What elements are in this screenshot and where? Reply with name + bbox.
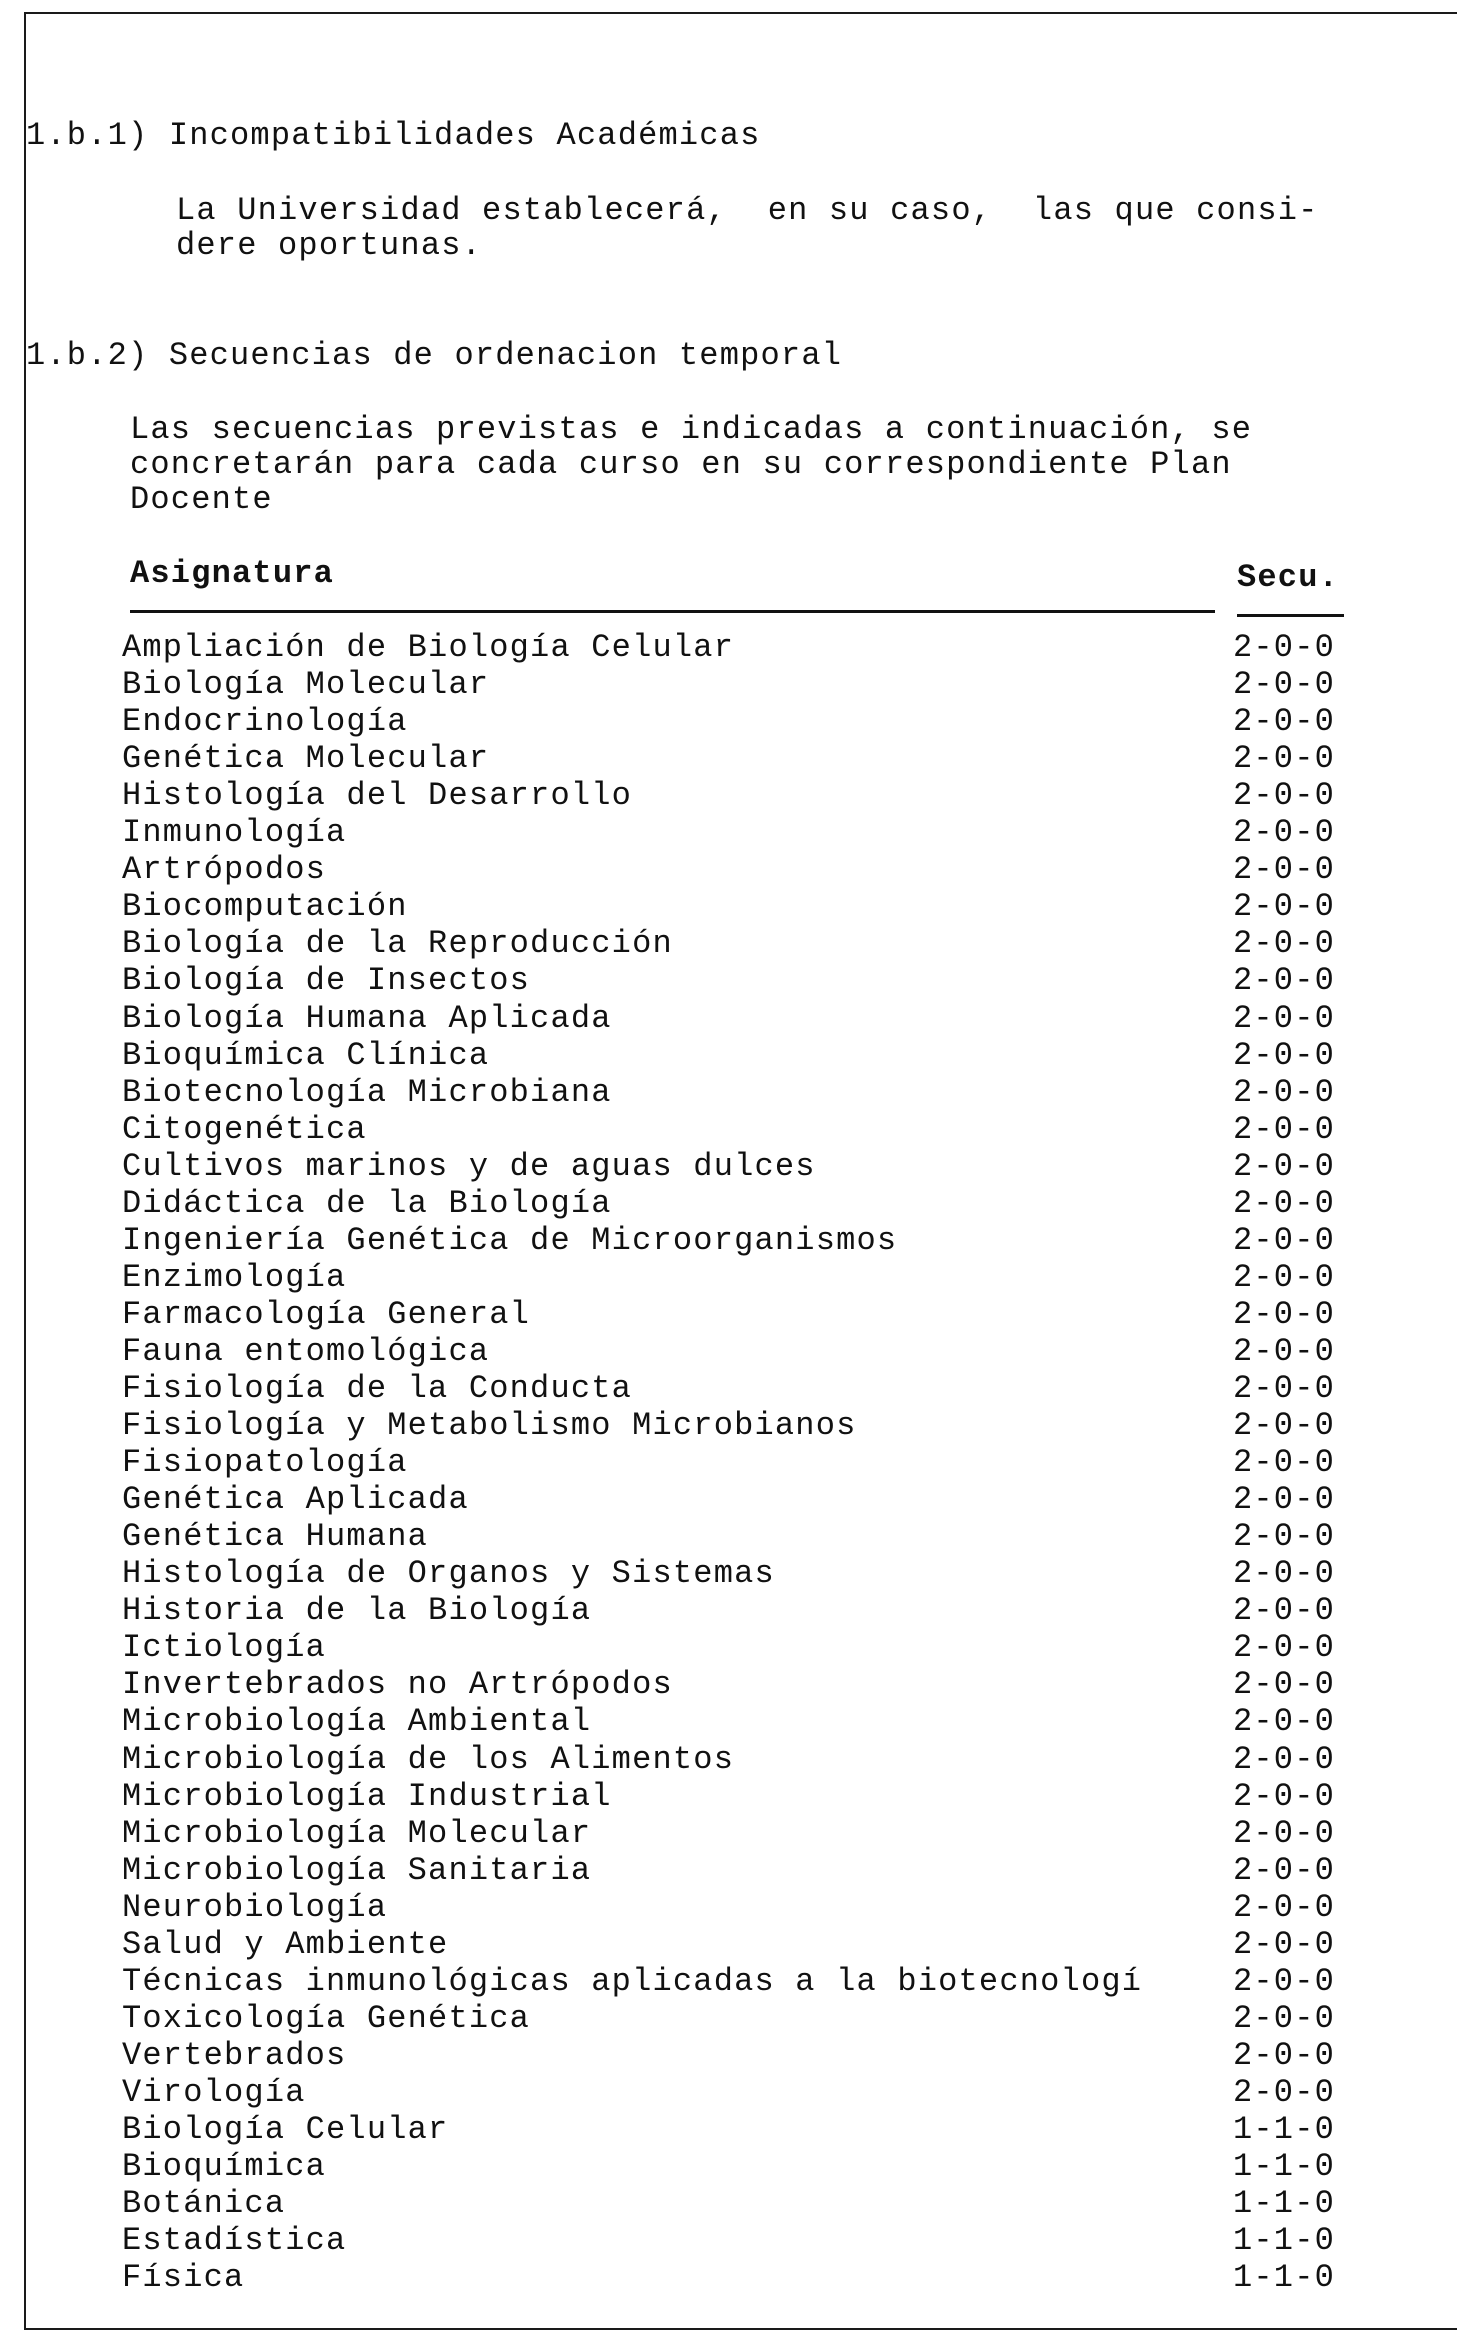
subject-name: Fisiología y Metabolismo Microbianos bbox=[122, 1407, 857, 1445]
subject-name: Invertebrados no Artrópodos bbox=[122, 1666, 673, 1704]
table-row bbox=[122, 1593, 1461, 1630]
subject-name: Citogenética bbox=[122, 1110, 367, 1148]
subject-name: Farmacología General bbox=[122, 1295, 531, 1333]
subject-name: Vertebrados bbox=[122, 2036, 347, 2074]
subject-name: Histología de Organos y Sistemas bbox=[122, 1555, 775, 1593]
table-row bbox=[122, 1371, 1461, 1408]
sequence-value: 2-0-0 bbox=[1233, 1740, 1336, 1778]
subject-name: Fisiología de la Conducta bbox=[122, 1370, 633, 1407]
table-row bbox=[122, 852, 1461, 889]
paragraph-line: dere oportunas. bbox=[176, 227, 483, 264]
paragraph-line: Las secuencias previstas e indicadas a continuación, se bbox=[130, 411, 1253, 448]
table-row bbox=[122, 889, 1461, 926]
subject-name: Bioquímica Clínica bbox=[122, 1036, 490, 1074]
subject-name: Neurobiología bbox=[122, 1888, 388, 1926]
table-row bbox=[122, 2186, 1461, 2223]
sequence-value: 2-0-0 bbox=[1233, 1073, 1336, 1111]
subject-name: Técnicas inmunológicas aplicadas a la biotecnologí bbox=[122, 1962, 1143, 2000]
subject-name: Genética Molecular bbox=[122, 740, 490, 778]
sequence-value: 2-0-0 bbox=[1233, 1666, 1336, 1704]
table-row bbox=[122, 1186, 1461, 1223]
sequence-value: 1-1-0 bbox=[1233, 2185, 1336, 2223]
table-row bbox=[122, 926, 1461, 963]
subject-name: Biología Humana Aplicada bbox=[122, 999, 612, 1037]
header-rule-subject bbox=[130, 610, 1215, 613]
sequence-value: 2-0-0 bbox=[1233, 1777, 1336, 1815]
sequence-value: 2-0-0 bbox=[1233, 1888, 1336, 1926]
subject-name: Cultivos marinos y de aguas dulces bbox=[122, 1147, 816, 1185]
table-row bbox=[122, 1112, 1461, 1149]
table-row bbox=[122, 1149, 1461, 1186]
table-row bbox=[122, 630, 1461, 667]
sequence-value: 2-0-0 bbox=[1233, 1258, 1336, 1296]
subject-name: Ictiología bbox=[122, 1629, 327, 1667]
sequence-value: 2-0-0 bbox=[1233, 1925, 1336, 1963]
subject-name: Toxicología Genética bbox=[122, 1999, 531, 2037]
table-row bbox=[122, 963, 1461, 1000]
table-row bbox=[122, 1964, 1461, 2001]
sequence-value: 2-0-0 bbox=[1233, 1703, 1336, 1741]
sequence-value: 2-0-0 bbox=[1233, 1851, 1336, 1889]
sequence-value: 2-0-0 bbox=[1233, 1481, 1336, 1519]
sequence-value: 1-1-0 bbox=[1233, 2111, 1336, 2148]
subject-name: Biología de Insectos bbox=[122, 962, 531, 1000]
sequence-value: 2-0-0 bbox=[1233, 1370, 1336, 1407]
sequence-value: 2-0-0 bbox=[1233, 1407, 1336, 1445]
table-row bbox=[122, 2001, 1461, 2038]
paragraph-line: Docente bbox=[130, 481, 273, 518]
subject-name: Biología Celular bbox=[122, 2111, 449, 2148]
table-row bbox=[122, 815, 1461, 852]
table-row bbox=[122, 1408, 1461, 1445]
sequence-value: 2-0-0 bbox=[1233, 1592, 1336, 1630]
sequence-value: 2-0-0 bbox=[1233, 1555, 1336, 1593]
sequence-value: 1-1-0 bbox=[1233, 2222, 1336, 2260]
sequence-value: 2-0-0 bbox=[1233, 851, 1336, 889]
subject-name: Microbiología Molecular bbox=[122, 1814, 592, 1852]
subject-name: Salud y Ambiente bbox=[122, 1925, 449, 1963]
paragraph-line: La Universidad establecerá, en su caso, las que consi- bbox=[176, 192, 1319, 229]
subject-name: Enzimología bbox=[122, 1258, 347, 1296]
subject-name: Virología bbox=[122, 2073, 306, 2111]
sequence-value: 2-0-0 bbox=[1233, 1999, 1336, 2037]
subject-name: Endocrinología bbox=[122, 703, 408, 741]
table-row bbox=[122, 741, 1461, 778]
header-rule-seq bbox=[1237, 614, 1344, 617]
sequence-value: 2-0-0 bbox=[1233, 1184, 1336, 1222]
subject-name: Genética Humana bbox=[122, 1518, 429, 1556]
sequence-value: 2-0-0 bbox=[1233, 1110, 1336, 1148]
table-row bbox=[122, 667, 1461, 704]
table-row bbox=[122, 704, 1461, 741]
sequence-value: 2-0-0 bbox=[1233, 1444, 1336, 1482]
subject-name: Estadística bbox=[122, 2222, 347, 2260]
table-row bbox=[122, 1704, 1461, 1741]
table-row bbox=[122, 2223, 1461, 2260]
sequence-value: 2-0-0 bbox=[1233, 999, 1336, 1037]
table-row bbox=[122, 1630, 1461, 1667]
table-row bbox=[122, 1260, 1461, 1297]
sequence-value: 2-0-0 bbox=[1233, 2073, 1336, 2111]
subject-name: Inmunología bbox=[122, 814, 347, 852]
table-row bbox=[122, 1519, 1461, 1556]
table-row bbox=[122, 1075, 1461, 1112]
subject-name: Didáctica de la Biología bbox=[122, 1184, 612, 1222]
sequence-value: 2-0-0 bbox=[1233, 1036, 1336, 1074]
sequence-value: 2-0-0 bbox=[1233, 925, 1336, 963]
table-row bbox=[122, 2149, 1461, 2186]
sequence-value: 1-1-0 bbox=[1233, 2259, 1336, 2297]
table-row bbox=[122, 1927, 1461, 1964]
subject-name: Biología de la Reproducción bbox=[122, 925, 673, 963]
subject-name: Física bbox=[122, 2259, 245, 2297]
subject-name: Artrópodos bbox=[122, 851, 327, 889]
subject-name: Biocomputación bbox=[122, 888, 408, 926]
table-row bbox=[122, 1334, 1461, 1371]
table-row bbox=[122, 1482, 1461, 1519]
sequence-value: 2-0-0 bbox=[1233, 666, 1336, 704]
subject-table bbox=[122, 629, 1461, 2297]
sequence-value: 2-0-0 bbox=[1233, 1629, 1336, 1667]
sequence-value: 2-0-0 bbox=[1233, 888, 1336, 926]
sequence-value: 2-0-0 bbox=[1233, 1221, 1336, 1259]
sequence-value: 2-0-0 bbox=[1233, 777, 1336, 815]
subject-name: Microbiología de los Alimentos bbox=[122, 1740, 735, 1778]
paragraph-line: concretarán para cada curso en su correspondiente Plan bbox=[130, 446, 1232, 483]
sequence-value: 2-0-0 bbox=[1233, 1147, 1336, 1185]
table-row bbox=[122, 1297, 1461, 1334]
heading-incompatibilidades: 1.b.1) Incompatibilidades Académicas bbox=[26, 117, 761, 154]
table-row bbox=[122, 1445, 1461, 1482]
sequence-value: 2-0-0 bbox=[1233, 962, 1336, 1000]
column-header-secuencia: Secu. bbox=[1237, 559, 1340, 596]
sequence-value: 2-0-0 bbox=[1233, 629, 1336, 666]
subject-name: Fisiopatología bbox=[122, 1444, 408, 1482]
heading-secuencias: 1.b.2) Secuencias de ordenacion temporal bbox=[26, 337, 843, 374]
table-row bbox=[122, 1853, 1461, 1890]
sequence-value: 2-0-0 bbox=[1233, 1295, 1336, 1333]
subject-name: Historia de la Biología bbox=[122, 1592, 592, 1630]
subject-name: Microbiología Sanitaria bbox=[122, 1851, 592, 1889]
subject-name: Histología del Desarrollo bbox=[122, 777, 633, 815]
table-row bbox=[122, 1779, 1461, 1816]
table-row bbox=[122, 2038, 1461, 2075]
sequence-value: 2-0-0 bbox=[1233, 1332, 1336, 1370]
sequence-value: 2-0-0 bbox=[1233, 1814, 1336, 1852]
subject-name: Microbiología Industrial bbox=[122, 1777, 612, 1815]
sequence-value: 2-0-0 bbox=[1233, 1518, 1336, 1556]
sequence-value: 2-0-0 bbox=[1233, 2036, 1336, 2074]
sequence-value: 1-1-0 bbox=[1233, 2148, 1336, 2186]
table-row bbox=[122, 1223, 1461, 1260]
subject-name: Microbiología Ambiental bbox=[122, 1703, 592, 1741]
table-row bbox=[122, 1556, 1461, 1593]
column-header-asignatura: Asignatura bbox=[130, 555, 335, 592]
subject-name: Bioquímica bbox=[122, 2148, 327, 2186]
table-row bbox=[122, 1890, 1461, 1927]
subject-name: Genética Aplicada bbox=[122, 1481, 469, 1519]
sequence-value: 2-0-0 bbox=[1233, 740, 1336, 778]
subject-name: Ampliación de Biología Celular bbox=[122, 629, 735, 666]
table-row bbox=[122, 2075, 1461, 2112]
table-row bbox=[122, 1038, 1461, 1075]
subject-name: Biología Molecular bbox=[122, 666, 490, 704]
table-row bbox=[122, 1001, 1461, 1038]
table-row bbox=[122, 1667, 1461, 1704]
table-row bbox=[122, 2112, 1461, 2149]
table-row bbox=[122, 1742, 1461, 1779]
subject-name: Fauna entomológica bbox=[122, 1332, 490, 1370]
sequence-value: 2-0-0 bbox=[1233, 814, 1336, 852]
subject-name: Biotecnología Microbiana bbox=[122, 1073, 612, 1111]
sequence-value: 2-0-0 bbox=[1233, 1962, 1336, 2000]
table-row bbox=[122, 1816, 1461, 1853]
sequence-value: 2-0-0 bbox=[1233, 703, 1336, 741]
table-row bbox=[122, 2260, 1461, 2297]
subject-name: Ingeniería Genética de Microorganismos bbox=[122, 1221, 898, 1259]
table-row bbox=[122, 778, 1461, 815]
subject-name: Botánica bbox=[122, 2185, 286, 2223]
